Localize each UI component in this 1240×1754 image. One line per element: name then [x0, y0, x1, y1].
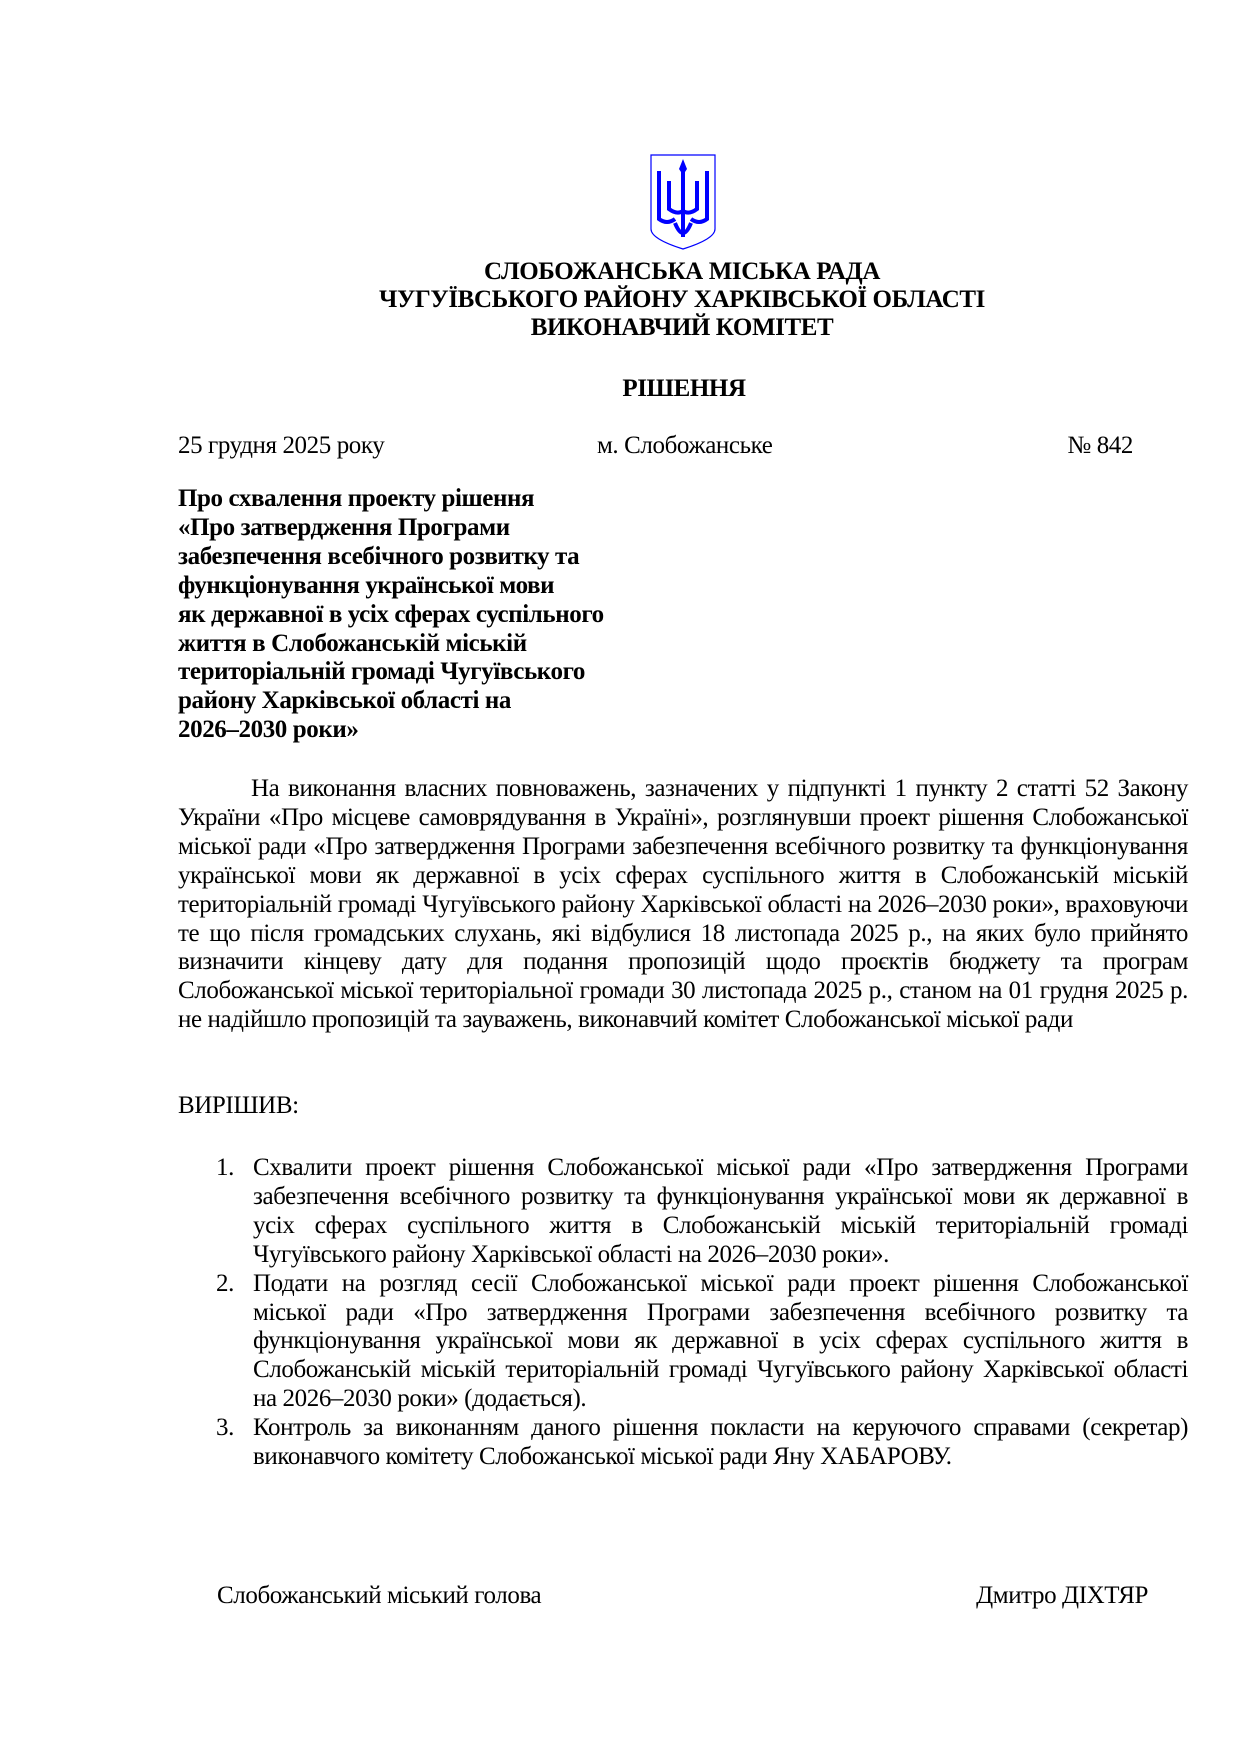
- signatory-position: Слобожанський міський голова: [217, 1582, 542, 1609]
- committee-name: ВИКОНАВЧИЙ КОМІТЕТ: [530, 314, 834, 341]
- document-place: м. Слобожанське: [597, 432, 773, 459]
- resolved-label: ВИРІШИВ:: [178, 1092, 299, 1119]
- title-line: «Про затвердження Програми: [178, 513, 510, 541]
- item-number: 3.: [216, 1414, 234, 1442]
- document-number: № 842: [1067, 432, 1133, 459]
- document-type: РІШЕННЯ: [622, 375, 746, 402]
- signatory-name: Дмитро ДІХТЯР: [976, 1582, 1148, 1609]
- decision-title: [178, 485, 604, 745]
- district-name: ЧУГУЇВСЬКОГО РАЙОНУ ХАРКІВСЬКОЇ ОБЛАСТІ: [379, 286, 985, 313]
- list-item: [216, 1270, 1188, 1415]
- list-item: [216, 1154, 1188, 1270]
- item-text: Схвалити проект рішення Слобожанської міської ради «Про затвердження Програми забезпечення всебічного розвитку та функціонування української мови як державної в усіх сферах суспільного життя в Слобожанській міській територіальній громаді Чугуївського району Харківської області на 2026–2030 роки».: [253, 1154, 1188, 1268]
- title-line: життя в Слобожанській міській: [178, 629, 527, 657]
- title-line: функціонування української мови: [178, 571, 555, 599]
- item-text: Контроль за виконанням даного рішення покласти на керуючого справами (секретар) виконавчого комітету Слобожанської міської ради Яну ХАБАРОВУ.: [253, 1414, 1188, 1471]
- item-number: 1.: [216, 1154, 234, 1181]
- document-date: 25 грудня 2025 року: [178, 432, 385, 459]
- decision-items-list: [216, 1154, 1188, 1472]
- title-line: територіальній громаді Чугуївського: [178, 658, 586, 686]
- title-line: забезпечення всебічного розвитку та: [178, 542, 580, 570]
- title-line: району Харківської області на: [178, 687, 511, 715]
- item-text: Подати на розгляд сесії Слобожанської міської ради проект рішення Слобожанської міської ради «Про затвердження Програми забезпечення всебічного розвитку та функціонування української мови як державної в усіх сферах суспільного життя в Слобожанській міській територіальній громаді Чугуївського району Харківської області на 2026–2030 роки» (додається).: [253, 1269, 1188, 1413]
- item-number: 2.: [216, 1269, 234, 1297]
- title-line: 2026–2030 роки»: [178, 716, 359, 744]
- title-line: Про схвалення проекту рішення: [178, 485, 535, 512]
- preamble-paragraph: На виконання власних повноважень, зазначених у підпункті 1 пункту 2 статті 52 Закону України «Про місцеве самоврядування в Україні», розглянувши проект рішення Слобожанської міської ради «Про затвердження Програми забезпечення всебічного розвитку та функціонування української мови як державної в усіх сферах суспільного життя в Слобожанській міській територіальній громаді Чугуївського району Харківської області на 2026–2030 роки», враховуючи те що після громадських слухань, які відбулися 18 листопада 2025 р., на яких було прийнято визначити кінцеву дату для подання пропозицій щодо проєктів бюджету та програм Слобожанської міської територіальної громади 30 листопада 2025 р., станом на 01 грудня 2025 р. не надійшло пропозицій та зауважень, виконавчий комітет Слобожанської міської ради: [178, 775, 1188, 1034]
- list-item: [216, 1414, 1188, 1472]
- council-name: СЛОБОЖАНСЬКА МІСЬКА РАДА: [483, 258, 881, 285]
- title-line: як державної в усіх сферах суспільного: [178, 600, 604, 628]
- coat-of-arms-emblem: [649, 153, 717, 251]
